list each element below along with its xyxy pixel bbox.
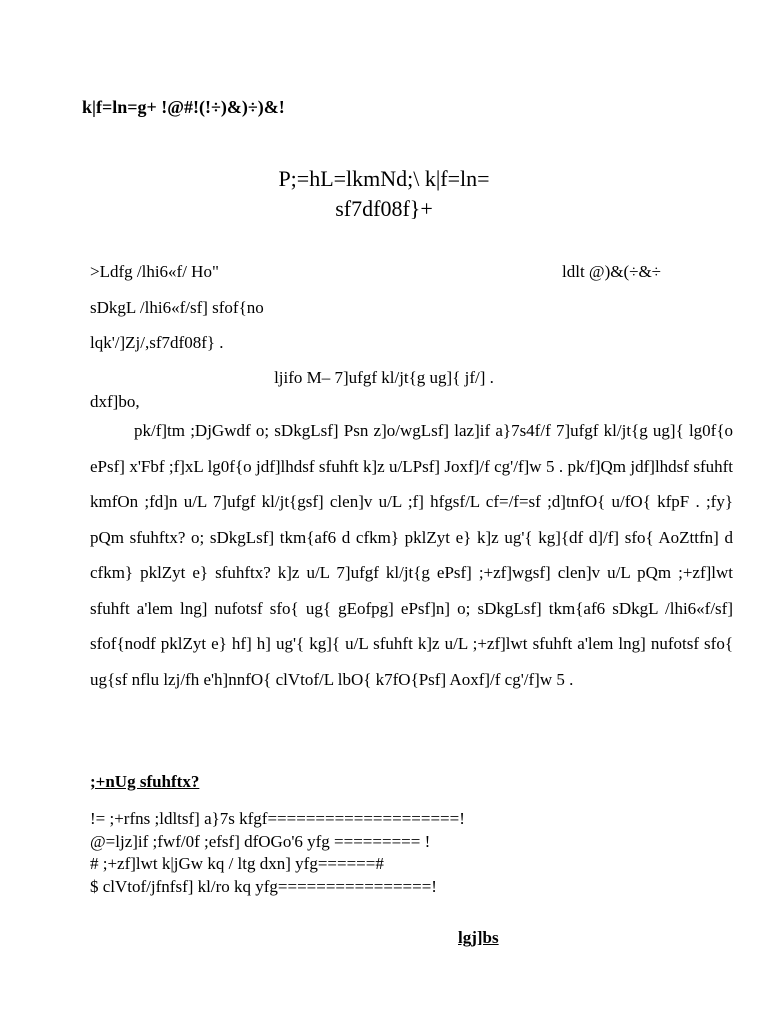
- recipient-line: >Ldfg /lhi6«f/ Ho": [90, 262, 219, 281]
- list-item: # ;+zf]lwt k|jGw kq / ltg dxn] yfg======#: [90, 854, 384, 873]
- title-line-1: P;=hL=lkmNd;\ k|f=ln=: [278, 166, 490, 191]
- list-item: != ;+rfns ;ldltsf] a}7s kfgf====================!: [90, 809, 465, 828]
- list-item: @=ljz]if ;fwf/0f ;efsf] dfOGo'6 yfg ========= !: [90, 831, 431, 851]
- date-line: ldlt @)&(÷&÷: [562, 262, 662, 281]
- subject-line: ljifo M– 7]ufgf kl/jt{g ug]{ jf/] .: [274, 368, 494, 387]
- list-item: $ clVtof/jfnfsf] kl/ro kq yfg================!: [90, 876, 437, 896]
- document-header: k|f=ln=g+ !@#!(!÷)&)÷)&!: [82, 97, 285, 117]
- document-title: [0, 164, 768, 224]
- closing-signoff: lgj]bs: [458, 928, 499, 947]
- attachments-heading: ;+nUg sfuhftx?: [90, 772, 200, 791]
- office-line: sDkgL /lhi6«f/sf] sfof{no: [90, 298, 264, 317]
- body-paragraph: pk/f]tm ;DjGwdf o; sDkgLsf] Psn z]o/wgLsf] laz]if a}7s4f/f 7]ufgf kl/jt{g ug]{ lg0f{o ePsf] x'Fbf ;f]xL lg0f{o jdf]lhdsf sfuhft k]z u/LPsf] Joxf]/f cg'/f]w 5 . pk/f]Qm jdf]lhdsf sfuhft kmfOn ;fd]n u/L 7]ufgf kl/jt{gsf] clen]v u/L ;f] hfgsf/L cf=/f=sf ;d]tnfO{ u/fO{ kfpF . ;fy} pQm sfuhftx? o; sDkgLsf] tkm{af6 d cfkm} pklZyt e} k]z ug'{ kg]{df d]/f] sfo{ AoZttfn] d cfkm} pklZyt e} sfuhftx? k]z u/L 7]ufgf kl/jt{g ePsf] ;+zf]wgsf] clen]v u/L pQm ;+zf]lwt sfuhft a'lem lng] nufotsf sfo{ ug{ gEofpg] ePsf]n] o; sDkgLsf] tkm{af6 sDkgL /lhi6«f/sf] sfof{nodf pklZyt e} hf] h] ug'{ kg]{ u/L sfuhft k]z u/L ;+zf]lwt sfuhft a'lem lng] nufotsf sfo{ ug{sf nflu lzj/fh e'h]nnfO{ clVtof/L lbO{ k7fO{Psf] Aoxf]/f cg'/f]w 5 .: [90, 421, 733, 689]
- attachments-list: [90, 808, 465, 898]
- address-line: lqk'/]Zj/,sf7df08f} .: [90, 333, 224, 352]
- title-line-2: sf7df08f}+: [335, 196, 433, 221]
- salutation: dxf]bo,: [90, 392, 140, 411]
